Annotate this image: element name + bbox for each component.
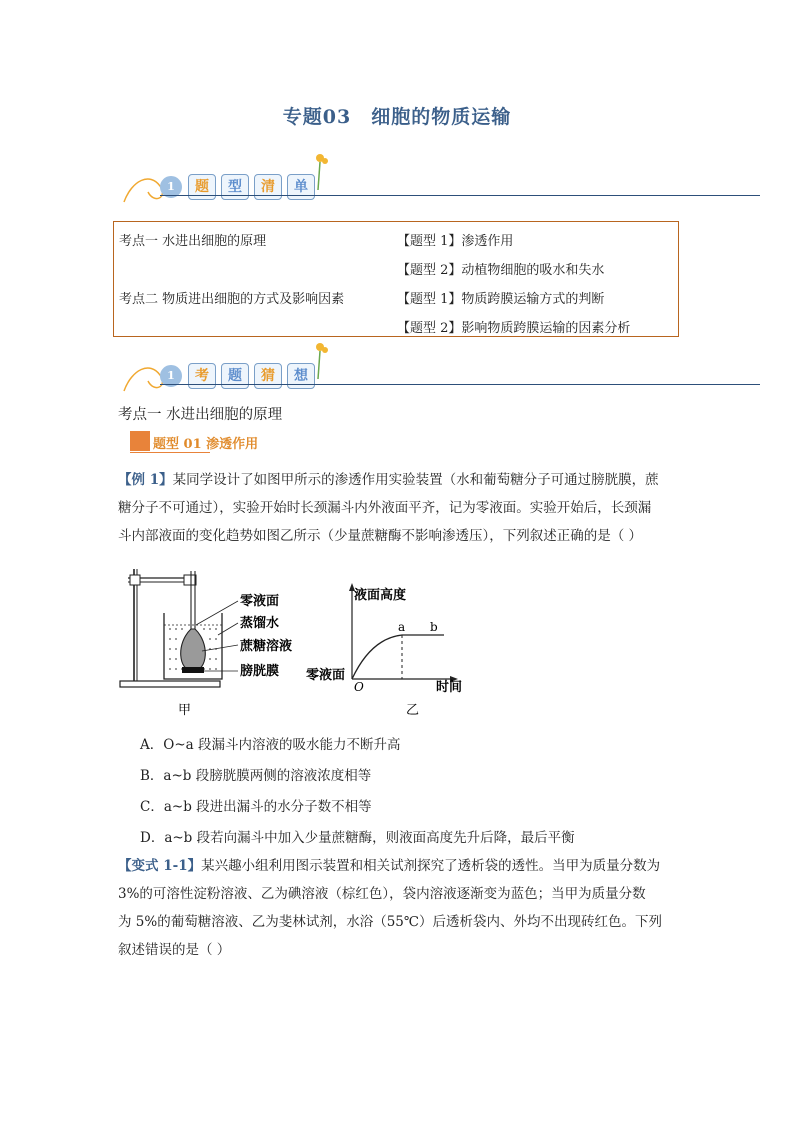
- axis-label-zero-level: 零液面: [306, 668, 346, 683]
- banner-char: 题: [221, 363, 249, 389]
- experiment-figure: [118, 563, 478, 721]
- question-type-list: [113, 221, 679, 337]
- banner-char: 猜: [254, 363, 282, 389]
- question-type-number: 01: [183, 437, 202, 452]
- example-question-stem: [118, 466, 678, 550]
- axis-label-y: 液面高度: [354, 588, 407, 603]
- section-heading: 考点一 水进出细胞的原理: [118, 407, 283, 423]
- variant-line: 3%的可溶性淀粉溶液、乙为碘溶液（棕红色），袋内溶液逐渐变为蓝色；当甲为质量分数: [118, 886, 646, 902]
- point-a-label: a: [398, 620, 406, 634]
- question-type-name: 渗透作用: [206, 437, 259, 452]
- banner-char: 考: [188, 363, 216, 389]
- list-item: 考点二 物质进出细胞的方式及影响因素: [119, 292, 345, 307]
- option-a: A．O~a 段漏斗内溶液的吸水能力不断升高: [140, 737, 401, 753]
- banner-char: 单: [287, 174, 315, 200]
- page-title: 专题03 细胞的物质运输: [282, 106, 512, 128]
- section-banner-question-types: [120, 152, 760, 212]
- label-distilled-water: 蒸馏水: [240, 616, 280, 631]
- list-item: 【题型 1】渗透作用: [397, 234, 514, 249]
- flower-decoration-icon: [310, 341, 334, 381]
- variant-question-stem: [118, 852, 678, 964]
- question-type-heading: [153, 433, 258, 452]
- banner-number-badge: 1: [160, 176, 182, 198]
- banner-char: 想: [287, 363, 315, 389]
- variant-line: 为 5%的葡萄糖溶液、乙为斐林试剂，水浴（55℃）后透析袋内、外均不出现砖红色。下列: [118, 914, 662, 930]
- list-item: 【题型 2】影响物质跨膜运输的因素分析: [397, 321, 631, 336]
- figure-caption-jia: 甲: [178, 703, 192, 718]
- option-c: C．a~b 段进出漏斗的水分子数不相等: [140, 799, 372, 815]
- axis-label-x: 时间: [436, 680, 463, 695]
- variant-tag: 【变式 1-1】: [118, 858, 202, 874]
- label-bladder-membrane: 膀胱膜: [240, 664, 280, 679]
- list-item: 考点一 水进出细胞的原理: [119, 234, 267, 249]
- apparatus-diagram: [120, 569, 238, 687]
- variant-line: 某兴趣小组利用图示装置和相关试剂探究了透析袋的透性。当甲为质量分数为: [201, 858, 661, 874]
- flower-decoration-icon: [310, 152, 334, 192]
- option-d: D．a~b 段若向漏斗中加入少量蔗糖酶，则液面高度先升后降，最后平衡: [140, 830, 575, 846]
- label-sucrose-solution: 蔗糖溶液: [240, 639, 293, 654]
- origin-label: O: [354, 680, 364, 694]
- level-curve: [352, 635, 444, 679]
- point-b-label: b: [430, 620, 438, 634]
- list-item: 【题型 1】物质跨膜运输方式的判断: [397, 292, 605, 307]
- example-line: 斗内部液面的变化趋势如图乙所示（少量蔗糖酶不影响渗透压），下列叙述正确的是（ ）: [118, 528, 643, 544]
- question-type-label: 题型: [153, 437, 180, 452]
- banner-char: 型: [221, 174, 249, 200]
- variant-line: 叙述错误的是（ ）: [118, 942, 231, 958]
- example-tag: 【例 1】: [118, 472, 173, 488]
- section-banner-exam-predictions: [120, 341, 760, 401]
- example-line: 糖分子不可通过），实验开始时长颈漏斗内外液面平齐，记为零液面。实验开始后，长颈漏: [118, 500, 652, 516]
- banner-number-badge: 1: [160, 365, 182, 387]
- option-b: B．a~b 段膀胱膜两侧的溶液浓度相等: [140, 768, 372, 784]
- figure-caption-yi: 乙: [406, 703, 420, 718]
- question-type-marker-icon: [130, 431, 150, 451]
- example-line: 某同学设计了如图甲所示的渗透作用实验装置（水和葡萄糖分子可通过膀胱膜，蔗: [172, 472, 659, 488]
- banner-char: 清: [254, 174, 282, 200]
- label-zero-level: 零液面: [240, 594, 280, 609]
- list-item: 【题型 2】动植物细胞的吸水和失水: [397, 263, 605, 278]
- banner-char: 题: [188, 174, 216, 200]
